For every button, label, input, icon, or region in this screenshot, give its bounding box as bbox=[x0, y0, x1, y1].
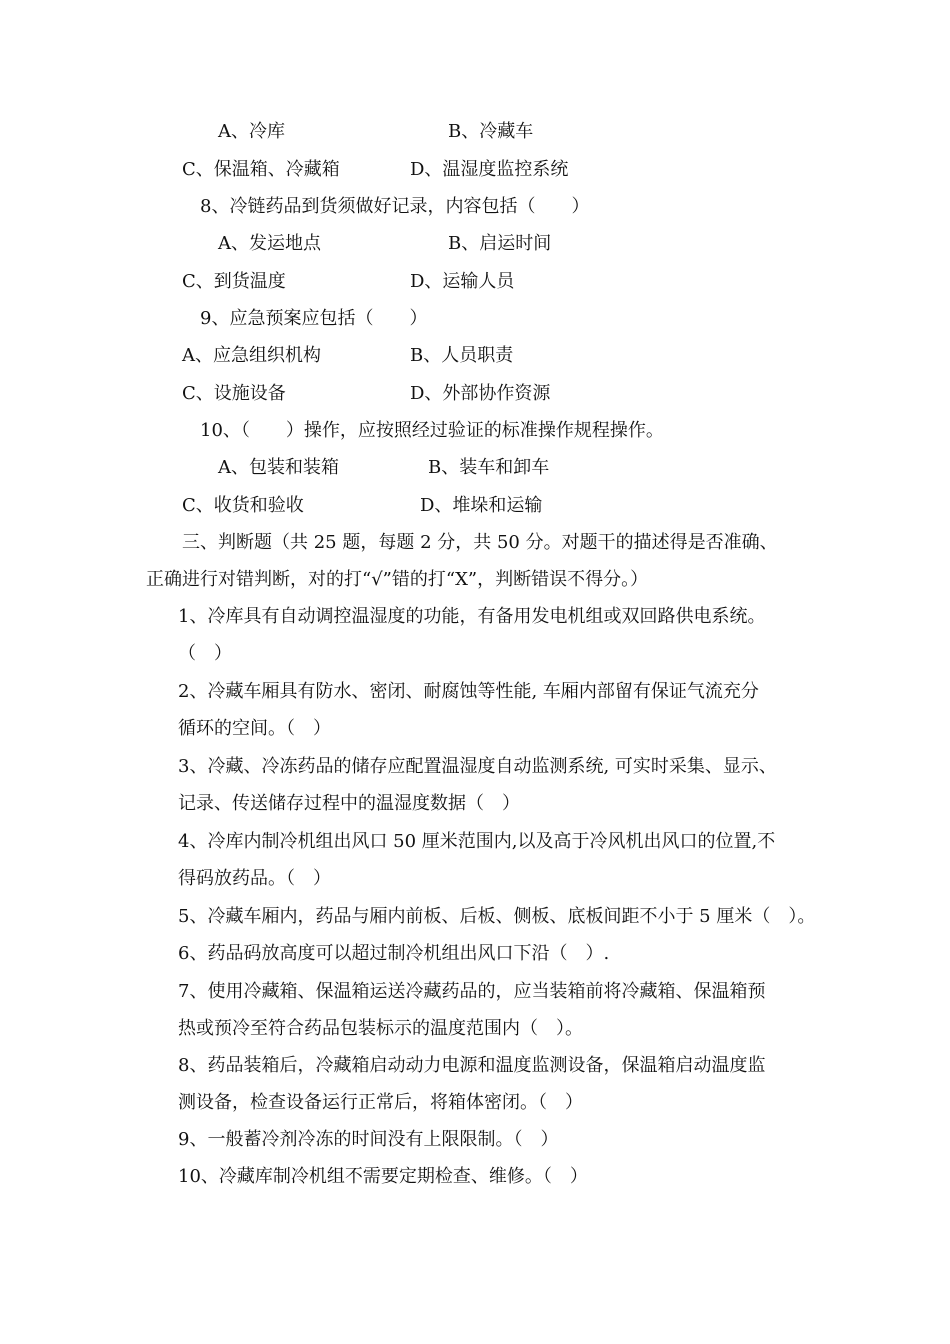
q9-option-d: D、外部协作资源 bbox=[410, 383, 551, 404]
tf-item-7-line1: 7、使用冷藏箱、保温箱运送冷藏药品的，应当装箱前将冷藏箱、保温箱预 bbox=[178, 981, 766, 1002]
section3-heading-line2: 正确进行对错判断，对的打“√”错的打“X”，判断错误不得分。） bbox=[146, 569, 649, 590]
q10-stem: 10、（ ）操作，应按照经过验证的标准操作规程操作。 bbox=[200, 420, 664, 441]
q10-option-c: C、收货和验收 bbox=[182, 495, 304, 516]
q10-option-b: B、装车和卸车 bbox=[428, 457, 550, 478]
section3-heading-line1: 三、判断题（共 25 题，每题 2 分，共 50 分。对题干的描述得是否准确、 bbox=[182, 532, 778, 553]
tf-item-10: 10、冷藏库制冷机组不需要定期检查、维修。（ ） bbox=[178, 1166, 588, 1187]
q8-option-a: A、发运地点 bbox=[218, 233, 321, 254]
tf-item-4-line2: 得码放药品。（ ） bbox=[178, 868, 331, 889]
q10-option-a: A、包装和装箱 bbox=[218, 457, 339, 478]
q9-stem: 9、应急预案应包括（ ） bbox=[200, 308, 428, 329]
q9-option-c: C、设施设备 bbox=[182, 383, 286, 404]
q7-option-a: A、冷库 bbox=[218, 121, 285, 142]
q7-option-c: C、保温箱、冷藏箱 bbox=[182, 159, 340, 180]
q10-option-d: D、堆垛和运输 bbox=[420, 495, 543, 516]
tf-item-2-line2: 循环的空间。（ ） bbox=[178, 718, 331, 739]
tf-item-7-line2: 热或预冷至符合药品包装标示的温度范围内（ ）。 bbox=[178, 1018, 583, 1039]
q8-option-b: B、启运时间 bbox=[448, 233, 552, 254]
q9-option-b: B、人员职责 bbox=[410, 345, 514, 366]
q7-option-b: B、冷藏车 bbox=[448, 121, 534, 142]
tf-item-4-line1: 4、冷库内制冷机组出风口 50 厘米范围内,以及高于冷风机出风口的位置,不 bbox=[178, 831, 776, 852]
tf-item-8-line1: 8、药品装箱后，冷藏箱启动动力电源和温度监测设备，保温箱启动温度监 bbox=[178, 1055, 766, 1076]
q7-option-d: D、温湿度监控系统 bbox=[410, 159, 569, 180]
tf-item-3-line2: 记录、传送储存过程中的温湿度数据（ ） bbox=[178, 793, 520, 814]
tf-item-1-line1: 1、冷库具有自动调控温湿度的功能，有备用发电机组或双回路供电系统。 bbox=[178, 606, 766, 627]
tf-item-2-line1: 2、冷藏车厢具有防水、密闭、耐腐蚀等性能, 车厢内部留有保证气流充分 bbox=[178, 681, 759, 702]
tf-item-5: 5、冷藏车厢内，药品与厢内前板、后板、侧板、底板间距不小于 5 厘米（ ）。 bbox=[178, 906, 816, 927]
tf-item-6: 6、药品码放高度可以超过制冷机组出风口下沿（ ）. bbox=[178, 943, 610, 964]
q8-stem: 8、冷链药品到货须做好记录，内容包括（ ） bbox=[200, 196, 590, 217]
tf-item-9: 9、一般蓄冷剂冷冻的时间没有上限限制。（ ） bbox=[178, 1129, 559, 1150]
tf-item-3-line1: 3、冷藏、冷冻药品的储存应配置温湿度自动监测系统, 可实时采集、显示、 bbox=[178, 756, 777, 777]
q8-option-c: C、到货温度 bbox=[182, 271, 286, 292]
tf-item-1-line2: （ ） bbox=[178, 643, 232, 664]
q9-option-a: A、应急组织机构 bbox=[182, 345, 321, 366]
q8-option-d: D、运输人员 bbox=[410, 271, 515, 292]
tf-item-8-line2: 测设备，检查设备运行正常后，将箱体密闭。（ ） bbox=[178, 1092, 583, 1113]
